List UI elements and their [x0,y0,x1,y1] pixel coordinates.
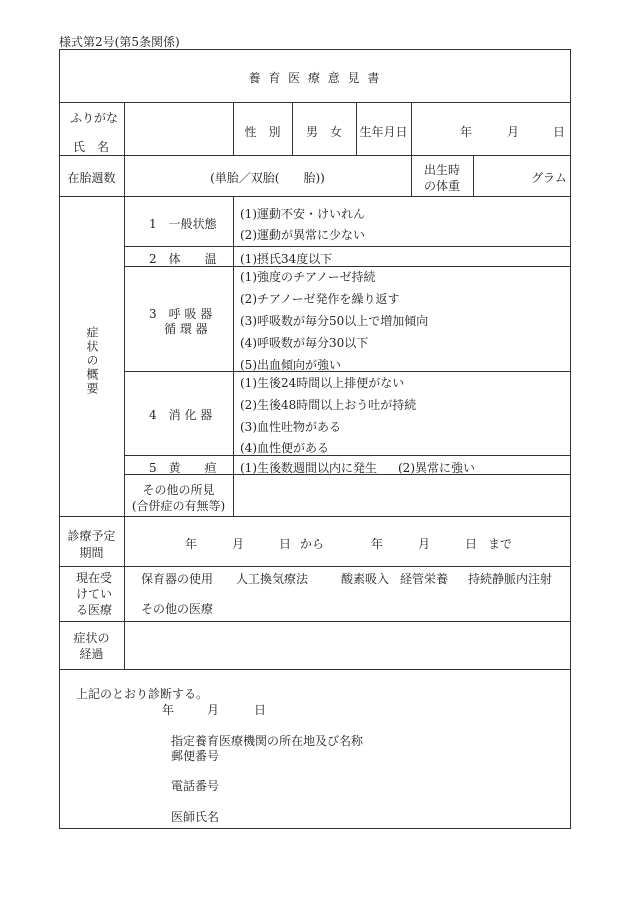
section-digestive: 4 消 化 器 [149,408,213,422]
section-jaundice: 5 黄 疸 [149,461,217,475]
divider [59,566,571,567]
symptom-item: (2)運動が異常に少ない [240,228,365,242]
form-number: 様式第2号(第5条関係) [59,35,180,49]
progress-label: 経過 [79,647,104,661]
page-title: 養 育 医 療 意 見 書 [248,71,382,85]
sex-label: 性 別 [244,125,281,139]
period-month: 月 [232,537,245,551]
other-findings-label: その他の所見 [142,483,215,497]
gestation-label: 在胎週数 [67,171,116,185]
section-circulatory: 循 環 器 [164,322,208,336]
symptom-item: (1)運動不安・けいれん [240,207,365,221]
treatment-option: 保育器の使用 [141,572,214,586]
symptom-item: (2)チアノーゼ発作を繰り返す [240,292,400,306]
divider [59,516,571,517]
symptom-item: (1)摂氏34度以下 [240,252,333,266]
symptom-item: (5)出血傾向が強い [240,358,341,372]
symptom-item: (1)生後24時間以上排便がない [240,376,405,390]
section-general: 1 一般状態 [149,217,217,231]
symptoms-label: 症状の概要 [85,326,99,396]
footer-month: 月 [207,703,220,717]
divider [59,196,571,197]
current-treatment-label: けてい [76,587,113,601]
divider [59,621,571,622]
postal-label: 郵便番号 [171,749,220,763]
symptom-item: (3)呼吸数が毎分50以上で増加傾向 [240,314,429,328]
diagnosis-statement: 上記のとおり診断する。 [76,687,209,701]
birth-type: (単胎／双胎( 胎)) [210,171,325,185]
treatment-option: 経管栄養 [400,572,449,586]
treatment-option: 人工換気療法 [236,572,309,586]
symptom-item: (2)異常に強い [398,461,475,475]
period-year: 年 [371,537,384,551]
weight-unit: グラム [531,171,567,185]
divider [59,669,571,670]
section-respiratory: 3 呼 吸 器 [149,307,213,321]
divider [59,155,571,156]
sex-options: 男 女 [305,125,342,139]
dob-month: 月 [507,125,520,139]
current-treatment-label: 現在受 [76,571,113,585]
divider [124,371,571,372]
birth-weight-label: 出生時 [423,163,460,177]
treatment-option: 酸素吸入 [341,572,390,586]
furigana-label: ふりがな [70,111,119,125]
period-to: まで [488,537,513,551]
dob-label: 生年月日 [359,125,408,139]
other-findings-label: (合併症の有無等) [131,499,226,513]
treatment-period-label: 期間 [79,546,104,560]
divider [124,455,571,456]
progress-label: 症状の [73,631,110,645]
symptom-item: (4)血性便がある [240,441,329,455]
treatment-option-other: その他の医療 [141,602,214,616]
period-from: から [300,537,325,551]
treatment-option: 持続静脈内注射 [468,572,553,586]
section-temperature: 2 体 温 [149,252,217,266]
dob-year: 年 [460,125,473,139]
divider [59,102,571,103]
period-day: 日 [279,537,292,551]
current-treatment-label: る医療 [76,603,113,617]
treatment-period-label: 診療予定 [67,529,116,543]
symptom-item: (2)生後48時間以上おう吐が持続 [240,398,417,412]
divider [124,102,125,669]
name-label: 氏 名 [73,140,110,154]
period-year: 年 [185,537,198,551]
symptom-item: (3)血性吐物がある [240,420,341,434]
footer-year: 年 [162,703,175,717]
divider [233,196,234,516]
footer-day: 日 [254,703,267,717]
birth-weight-label: の体重 [423,179,460,193]
period-month: 月 [418,537,431,551]
symptom-item: (1)生後数週間以内に発生 [240,461,377,475]
phone-label: 電話番号 [171,779,220,793]
institution-label: 指定養育医療機関の所在地及び名称 [171,734,364,748]
symptom-item: (4)呼吸数が毎分30以下 [240,336,369,350]
divider [124,246,571,247]
divider [473,155,474,196]
dob-day: 日 [553,125,566,139]
period-day: 日 [465,537,478,551]
doctor-label: 医師氏名 [171,810,220,824]
symptom-item: (1)強度のチアノーゼ持続 [240,270,376,284]
